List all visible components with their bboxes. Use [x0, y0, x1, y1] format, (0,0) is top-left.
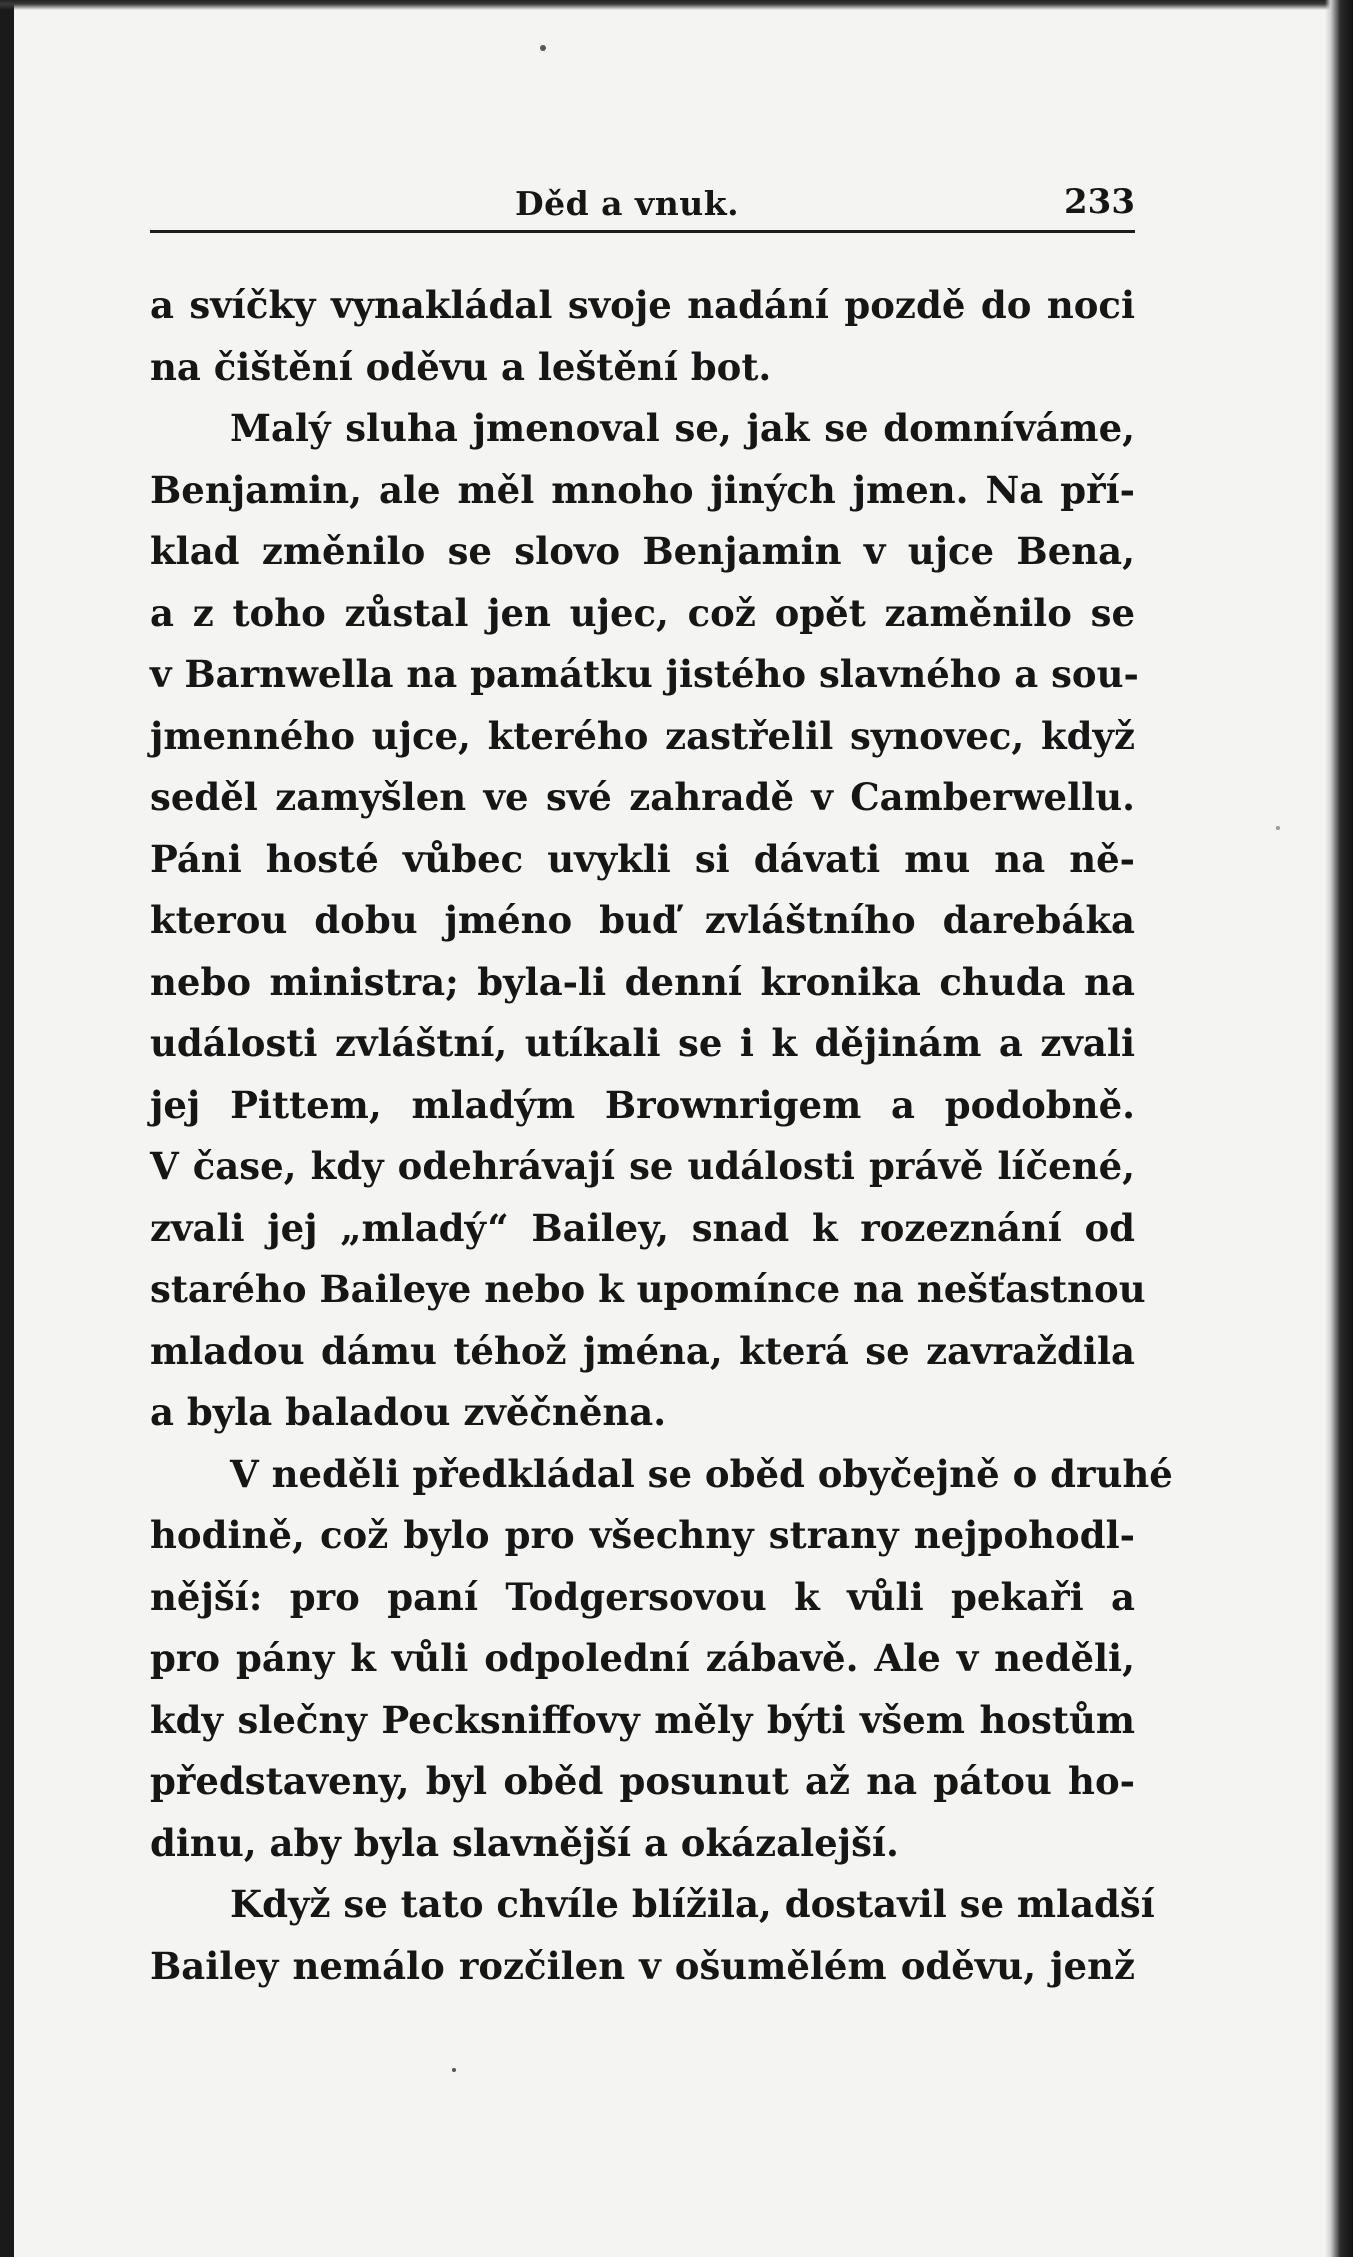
- text-line: jmenného ujce, kterého zastřelil synovec, když: [150, 713, 1135, 758]
- paper-speck: [452, 2068, 456, 2072]
- text-line: Když se tato chvíle blížila, dostavil se mladší: [230, 1882, 1155, 1926]
- text-line: představeny, byl oběd posunut až na pátou ho-: [150, 1759, 1135, 1803]
- paper-speck: [540, 45, 546, 51]
- text-line: a z toho zůstal jen ujec, což opět zaměnilo se: [150, 590, 1135, 635]
- text-line: V čase, kdy odehrávají se události právě líčené,: [150, 1144, 1135, 1188]
- text-line: hodině, což bylo pro všechny strany nejpohodl-: [150, 1513, 1135, 1557]
- text-line: dinu, aby byla slavnější a okázalejší.: [150, 1820, 899, 1865]
- text-line: Benjamin, ale měl mnoho jiných jmen. Na pří-: [150, 467, 1135, 512]
- text-line: seděl zamyšlen ve své zahradě v Camberwellu.: [150, 775, 1135, 819]
- text-line: a svíčky vynakládal svoje nadání pozdě do noci: [150, 283, 1135, 327]
- text-line: V neděli předkládal se oběd obyčejně o druhé: [230, 1451, 1173, 1496]
- text-line: Malý sluha jmenoval se, jak se domníváme,: [230, 406, 1135, 450]
- running-title: Děd a vnuk.: [515, 184, 740, 223]
- paper-speck: [1276, 826, 1280, 830]
- page-left-shadow: [0, 0, 14, 2257]
- text-line: zvali jej „mladý“ Bailey, snad k rozeznání od: [150, 1205, 1135, 1250]
- page-header: [150, 170, 1135, 233]
- text-line: události zvláštní, utíkali se i k dějinám a zvali: [150, 1021, 1135, 1065]
- text-line: nější: pro paní Todgersovou k vůli pekaři a: [150, 1574, 1135, 1619]
- text-line: pro pány k vůli odpolední zábavě. Ale v neděli,: [150, 1636, 1135, 1680]
- text-line: klad změnilo se slovo Benjamin v ujce Bena,: [150, 529, 1135, 573]
- text-line: v Barnwella na památku jistého slavného a sou-: [150, 652, 1139, 696]
- text-line: nebo ministra; byla-li denní kronika chuda na: [150, 959, 1135, 1004]
- page-top-shadow: [0, 0, 1353, 10]
- body-text: [150, 275, 1173, 1997]
- book-page: [150, 170, 1173, 1997]
- text-line: mladou dámu téhož jména, která se zavraždila: [150, 1328, 1135, 1373]
- text-line: kdy slečny Pecksniffovy měly býti všem hostům: [150, 1697, 1135, 1742]
- text-line: kterou dobu jméno buď zvláštního darebáka: [150, 898, 1135, 942]
- page-right-shadow: [1325, 0, 1353, 2257]
- text-line: Bailey nemálo rozčilen v ošumělém oděvu, jenž: [150, 1943, 1135, 1988]
- text-line: Páni hosté vůbec uvykli si dávati mu na ně-: [150, 836, 1135, 881]
- text-line: starého Baileye nebo k upomínce na nešťastnou: [150, 1267, 1146, 1311]
- page-number: 233: [1064, 182, 1135, 222]
- text-line: na čištění oděvu a leštění bot.: [150, 344, 772, 389]
- text-line: a byla baladou zvěčněna.: [150, 1390, 667, 1434]
- text-line: jej Pittem, mladým Brownrigem a podobně.: [150, 1082, 1135, 1127]
